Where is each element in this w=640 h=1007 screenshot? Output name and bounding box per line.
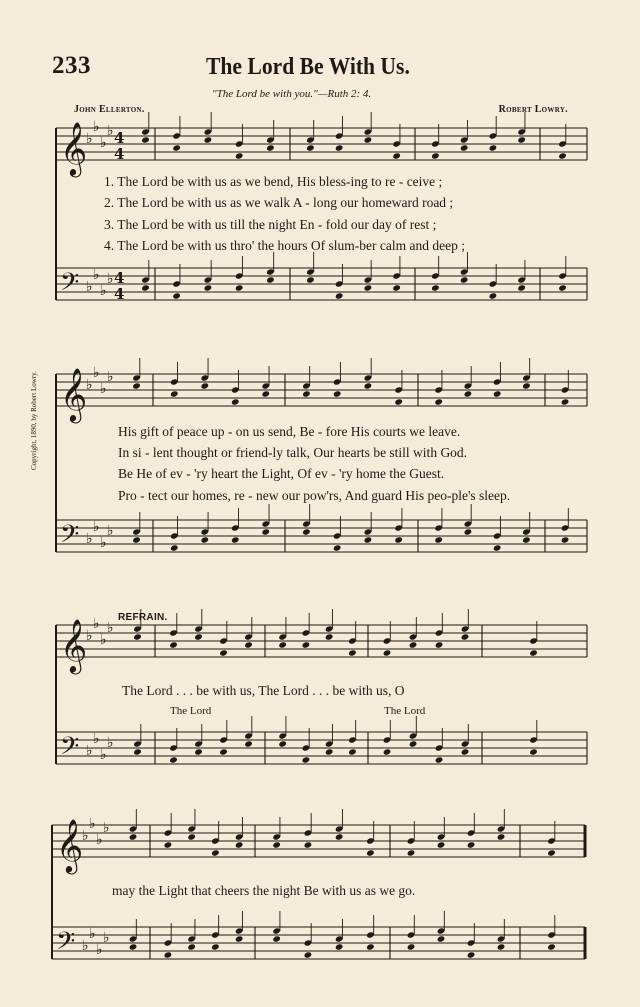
final-lyric: may the Light that cheers the night Be with us as we go. xyxy=(112,883,416,898)
time-sig-top: 4 xyxy=(114,269,125,287)
notehead xyxy=(266,276,275,283)
flat-sign: ♭ xyxy=(89,926,96,942)
flat-sign: ♭ xyxy=(93,731,100,747)
notehead xyxy=(141,284,150,291)
notehead xyxy=(409,740,418,747)
notehead xyxy=(211,943,220,950)
notehead xyxy=(302,528,311,535)
notehead xyxy=(194,748,203,755)
verse-2-line-2: In si - lent thought or friend-ly talk, Our hearts be still with God. xyxy=(118,445,468,460)
flat-sign: ♭ xyxy=(82,938,89,954)
notehead xyxy=(187,943,196,950)
notehead xyxy=(244,641,253,648)
notehead xyxy=(522,382,531,389)
notehead xyxy=(461,748,470,755)
notehead xyxy=(335,292,344,299)
flat-sign: ♭ xyxy=(89,816,96,832)
notehead xyxy=(431,284,440,291)
notehead xyxy=(392,152,401,159)
flat-sign: ♭ xyxy=(96,942,103,958)
notehead xyxy=(333,544,342,551)
notehead xyxy=(333,390,342,397)
refrain-lyric: The Lord . . . be with us, The Lord . . . be with us, O xyxy=(122,683,405,698)
flat-sign: ♭ xyxy=(86,628,93,644)
time-sig-bottom: 4 xyxy=(114,145,125,163)
notehead xyxy=(517,284,526,291)
flat-sign: ♭ xyxy=(103,930,110,946)
time-sig-top: 4 xyxy=(114,129,125,147)
notehead xyxy=(272,935,281,942)
notehead xyxy=(364,136,373,143)
notehead xyxy=(434,398,443,405)
notehead xyxy=(529,649,538,656)
flat-sign: ♭ xyxy=(93,519,100,535)
notehead xyxy=(231,398,240,405)
composer-credit: Robert Lowry. xyxy=(498,104,568,115)
notehead xyxy=(392,284,401,291)
notehead xyxy=(383,649,392,656)
notehead xyxy=(394,536,403,543)
flat-sign: ♭ xyxy=(100,381,107,397)
notehead xyxy=(435,641,444,648)
notehead xyxy=(272,841,281,848)
flat-sign: ♭ xyxy=(107,271,114,287)
notehead xyxy=(235,284,244,291)
verse-4-line-2: Pro - tect our homes, re - new our pow'rs, And guard His peo-ple's sleep. xyxy=(118,488,511,503)
notehead xyxy=(547,943,556,950)
flat-sign: ♭ xyxy=(93,616,100,632)
notehead xyxy=(335,943,344,950)
notehead xyxy=(170,544,179,551)
notehead xyxy=(467,951,476,958)
notehead xyxy=(306,144,315,151)
copyright-notice: Copyright, 1890, by Robert Lowry. xyxy=(30,371,38,470)
flat-sign: ♭ xyxy=(82,828,89,844)
notehead xyxy=(266,144,275,151)
flat-sign: ♭ xyxy=(86,377,93,393)
notehead xyxy=(517,136,526,143)
notehead xyxy=(132,382,141,389)
flat-sign: ♭ xyxy=(103,820,110,836)
notehead xyxy=(558,284,567,291)
notehead xyxy=(170,390,179,397)
notehead xyxy=(366,943,375,950)
flat-sign: ♭ xyxy=(107,369,114,385)
notehead xyxy=(302,756,311,763)
hymn-title: The Lord Be With Us. xyxy=(206,54,410,80)
refrain-label: REFRAIN. xyxy=(118,612,168,623)
notehead xyxy=(129,943,138,950)
notehead xyxy=(529,748,538,755)
flat-sign: ♭ xyxy=(93,365,100,381)
flat-sign: ♭ xyxy=(86,531,93,547)
notehead xyxy=(493,390,502,397)
notehead xyxy=(489,144,498,151)
notehead xyxy=(497,833,506,840)
flat-sign: ♭ xyxy=(100,747,107,763)
notehead xyxy=(364,536,373,543)
notehead xyxy=(261,390,270,397)
notehead xyxy=(366,849,375,856)
hymn-number: 233 xyxy=(52,52,91,79)
bass-cue-2: The Lord xyxy=(384,705,426,717)
notehead xyxy=(497,943,506,950)
verse-2-line-1: 2. The Lord be with us as we walk A - long our homeward road ; xyxy=(104,195,454,210)
notehead xyxy=(132,536,141,543)
notehead xyxy=(235,841,244,848)
notehead xyxy=(204,284,213,291)
notehead xyxy=(211,849,220,856)
notehead xyxy=(464,390,473,397)
notehead xyxy=(261,528,270,535)
verse-4-line-1: 4. The Lord be with us thro' the hours Of slum-ber calm and deep ; xyxy=(104,238,465,253)
notehead xyxy=(435,756,444,763)
notehead xyxy=(172,292,181,299)
notehead xyxy=(348,748,357,755)
notehead xyxy=(464,528,473,535)
notehead xyxy=(231,536,240,543)
flat-sign: ♭ xyxy=(107,735,114,751)
notehead xyxy=(437,935,446,942)
notehead xyxy=(172,144,181,151)
notehead xyxy=(235,152,244,159)
notehead xyxy=(219,748,228,755)
bass-clef: 𝄢 xyxy=(56,927,76,962)
flat-sign: ♭ xyxy=(93,119,100,135)
notehead xyxy=(244,740,253,747)
flat-sign: ♭ xyxy=(107,620,114,636)
bass-clef: 𝄢 xyxy=(60,520,80,555)
notehead xyxy=(164,951,173,958)
notehead xyxy=(194,633,203,640)
notehead xyxy=(325,748,334,755)
notehead xyxy=(561,536,570,543)
notehead xyxy=(437,841,446,848)
notehead xyxy=(304,841,313,848)
flat-sign: ♭ xyxy=(107,123,114,139)
notehead xyxy=(129,833,138,840)
treble-clef: 𝄞 xyxy=(60,367,88,421)
flat-sign: ♭ xyxy=(100,535,107,551)
notehead xyxy=(409,641,418,648)
notehead xyxy=(348,649,357,656)
notehead xyxy=(200,536,209,543)
notehead xyxy=(364,382,373,389)
notehead xyxy=(141,136,150,143)
notehead xyxy=(200,382,209,389)
verse-1-line-1: 1. The Lord be with us as we bend, His bless-ing to re - ceive ; xyxy=(104,174,443,189)
notehead xyxy=(219,649,228,656)
lyricist-credit: John Ellerton. xyxy=(74,104,145,115)
notehead xyxy=(547,849,556,856)
notehead xyxy=(561,398,570,405)
notehead xyxy=(461,633,470,640)
notehead xyxy=(204,136,213,143)
treble-clef: 𝄞 xyxy=(56,818,84,872)
notehead xyxy=(335,144,344,151)
notehead xyxy=(489,292,498,299)
notehead xyxy=(302,390,311,397)
scripture-epigraph: "The Lord be with you."—Ruth 2: 4. xyxy=(212,88,372,100)
verse-1-line-2: His gift of peace up - on us send, Be - fore His courts we leave. xyxy=(118,424,461,439)
notehead xyxy=(460,276,469,283)
notehead xyxy=(304,951,313,958)
notehead xyxy=(407,849,416,856)
notehead xyxy=(169,756,178,763)
notehead xyxy=(164,841,173,848)
notehead xyxy=(431,152,440,159)
notehead xyxy=(522,536,531,543)
notehead xyxy=(394,398,403,405)
flat-sign: ♭ xyxy=(86,743,93,759)
flat-sign: ♭ xyxy=(107,523,114,539)
notehead xyxy=(302,641,311,648)
notehead xyxy=(169,641,178,648)
notehead xyxy=(278,641,287,648)
flat-sign: ♭ xyxy=(96,832,103,848)
notehead xyxy=(235,935,244,942)
notehead xyxy=(306,276,315,283)
notehead xyxy=(335,833,344,840)
flat-sign: ♭ xyxy=(86,131,93,147)
notehead xyxy=(364,284,373,291)
time-sig-bottom: 4 xyxy=(114,285,125,303)
notehead xyxy=(558,152,567,159)
flat-sign: ♭ xyxy=(100,135,107,151)
notehead xyxy=(133,633,142,640)
treble-clef: 𝄞 xyxy=(60,121,88,175)
notehead xyxy=(133,748,142,755)
notehead xyxy=(460,144,469,151)
notehead xyxy=(278,740,287,747)
flat-sign: ♭ xyxy=(100,632,107,648)
verse-3-line-1: 3. The Lord be with us till the night En - fold our day of rest ; xyxy=(104,217,437,232)
notehead xyxy=(467,841,476,848)
notehead xyxy=(493,544,502,551)
flat-sign: ♭ xyxy=(93,267,100,283)
verse-3-line-2: Be He of ev - 'ry heart the Light, Of ev - 'ry home the Guest. xyxy=(118,466,445,481)
notehead xyxy=(325,633,334,640)
bass-clef: 𝄢 xyxy=(60,732,80,767)
notehead xyxy=(383,748,392,755)
notehead xyxy=(187,833,196,840)
notehead xyxy=(434,536,443,543)
flat-sign: ♭ xyxy=(100,283,107,299)
notehead xyxy=(407,943,416,950)
bass-cue-1: The Lord xyxy=(170,705,212,717)
bass-clef: 𝄢 xyxy=(60,268,80,303)
flat-sign: ♭ xyxy=(86,279,93,295)
treble-clef: 𝄞 xyxy=(60,618,88,672)
